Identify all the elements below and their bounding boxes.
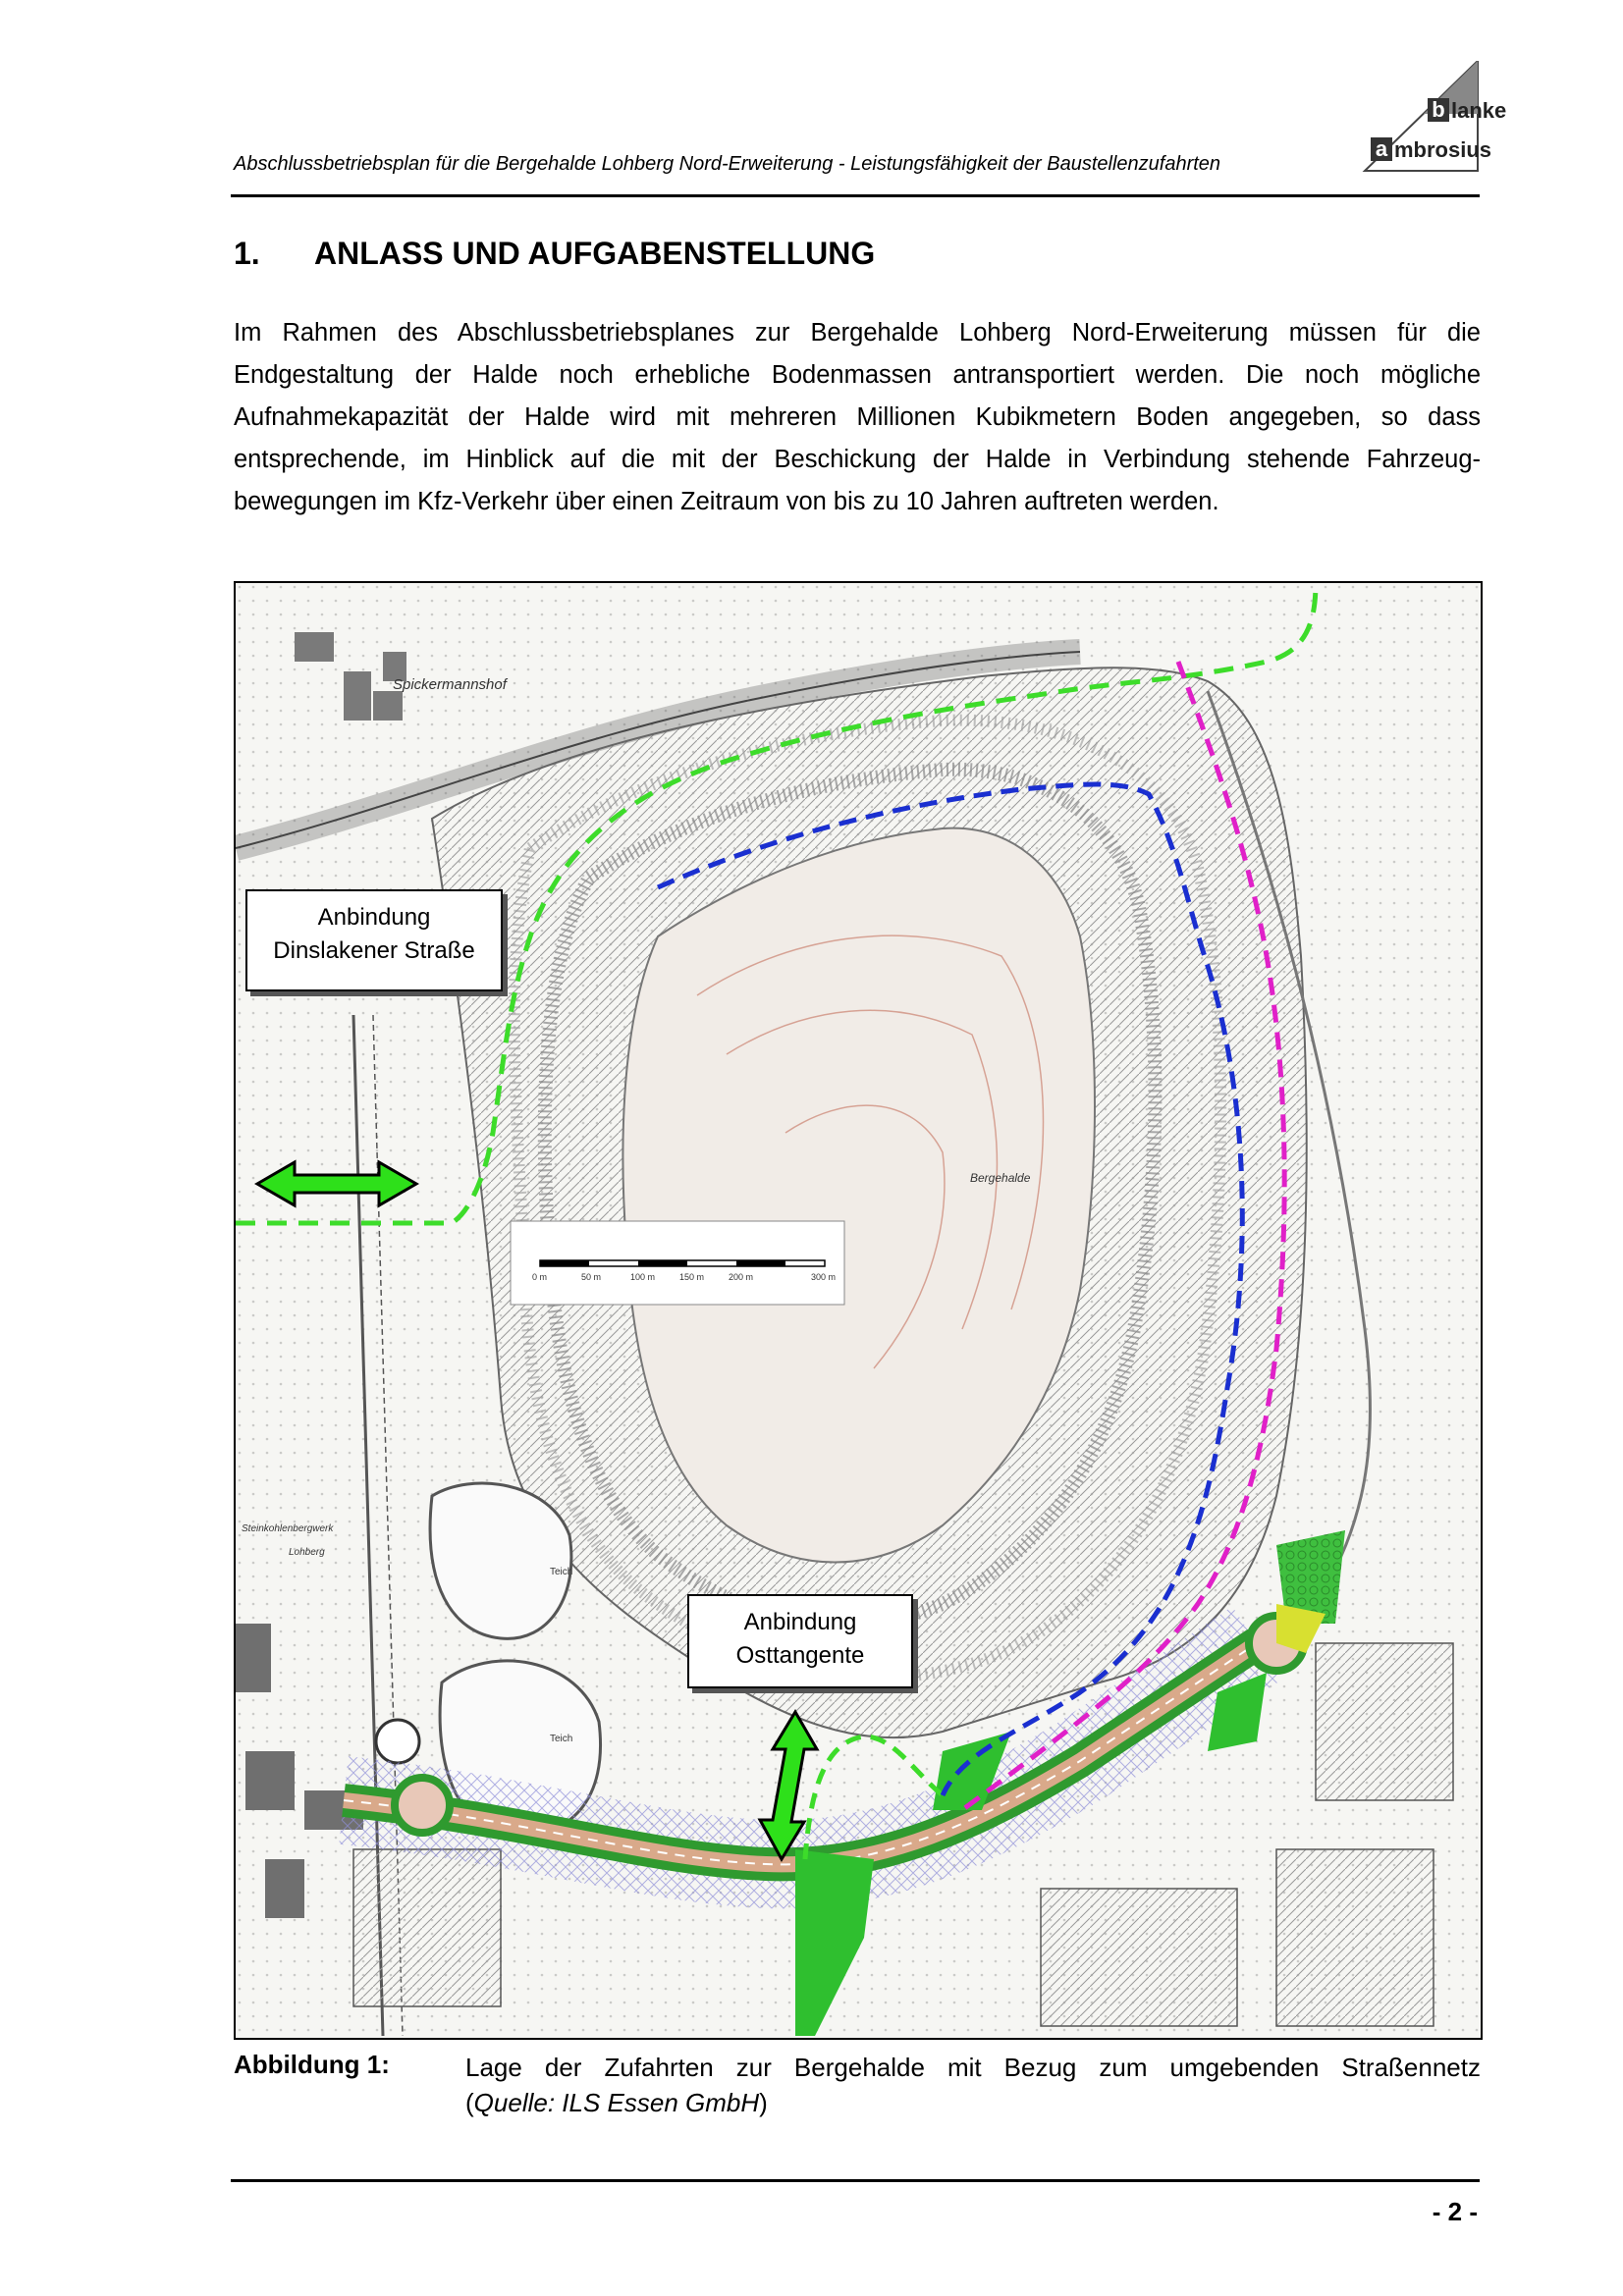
logo-letter-b: b — [1428, 98, 1449, 122]
page-number: - 2 - — [1432, 2197, 1478, 2226]
scale-label: 300 m — [811, 1272, 837, 1282]
site-map-drawing — [236, 583, 1481, 2038]
figure-label: Abbildung 1: — [234, 2050, 390, 2079]
map-label-spickermannshof: Spickermannshof — [393, 676, 507, 693]
callout-line: Dinslakener Straße — [273, 937, 475, 964]
map-label-teich-1: Teich — [550, 1567, 573, 1577]
callout-osttangente — [687, 1594, 913, 1688]
site-map — [234, 581, 1483, 2040]
callout-line: Anbindung — [317, 904, 431, 931]
scale-label: 50 m — [581, 1272, 602, 1282]
map-label-steinkohlenbergwerk: Steinkohlenbergwerk — [242, 1523, 334, 1534]
scale-label: 100 m — [630, 1272, 656, 1282]
scale-label: 0 m — [532, 1272, 548, 1282]
section-title: ANLASS UND AUFGABENSTELLUNG — [314, 236, 876, 271]
body-paragraph: Im Rahmen des Abschlussbetriebsplanes zur Bergehalde Lohberg Nord-Erweiterung müssen für die Endgestaltung der Halde noch erhebliche Bodenmassen antransportiert werden. Die noch mögliche Aufnahmekapazität der Halde wird mit mehreren Millionen Kubikmetern Boden angegeben, so dass entsprechende, im Hinblick auf die mit der Beschickung der Halde in Verbindung stehende Fahrzeug-bewegungen im Kfz-Verkehr über einen Zeitraum von bis zu 10 Jahren auftreten werden. — [234, 319, 1481, 515]
callout-dinslakener-strasse — [245, 889, 503, 991]
callout-line: Osttangente — [735, 1642, 865, 1669]
footer-rule — [231, 2179, 1480, 2182]
logo-letter-a: a — [1371, 137, 1392, 161]
map-label-bergehalde: Bergehalde — [970, 1171, 1031, 1185]
scale-label: 200 m — [729, 1272, 754, 1282]
map-label-lohberg: Lohberg — [289, 1547, 325, 1558]
header-rule — [231, 194, 1480, 197]
running-header: Abschlussbetriebsplan für die Bergehalde Lohberg Nord-Erweiterung - Leistungsfähigkeit der Baustellenzufahrten — [234, 153, 1221, 175]
source-text: Quelle: ILS Essen GmbH — [473, 2088, 760, 2117]
source-paren-open: ( — [465, 2088, 474, 2117]
source-paren-close: ) — [759, 2088, 768, 2117]
figure-source — [465, 2085, 768, 2120]
callout-line: Anbindung — [743, 1609, 857, 1635]
logo-word-mbrosius: mbrosius — [1394, 137, 1492, 162]
figure-caption: Lage der Zufahrten zur Bergehalde mit Bezug zum umgebenden Straßennetz — [465, 2053, 1481, 2082]
map-label-teich-2: Teich — [550, 1734, 573, 1744]
section-heading — [234, 236, 875, 272]
scale-label: 150 m — [679, 1272, 705, 1282]
company-logo — [1355, 61, 1512, 179]
logo-word-lanke: lanke — [1451, 98, 1507, 123]
scale-bar — [511, 1221, 844, 1305]
section-number: 1. — [234, 236, 260, 271]
